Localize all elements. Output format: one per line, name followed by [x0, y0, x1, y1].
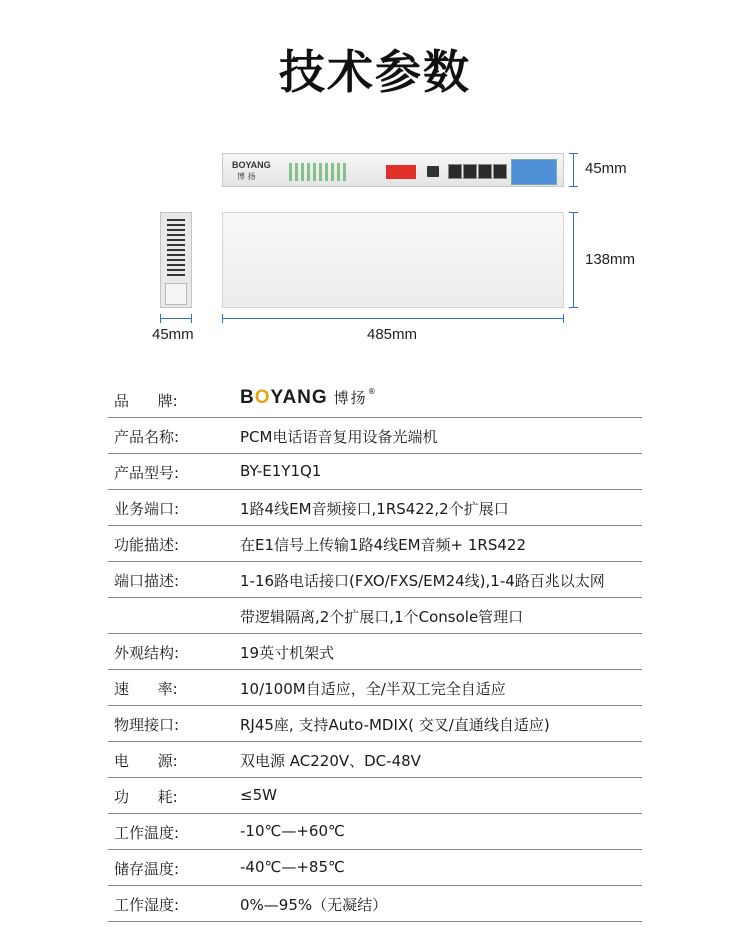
dim-line-front-height [573, 153, 574, 187]
dim-tick [563, 314, 564, 323]
spec-value: ≤5W [240, 786, 277, 804]
dim-line-body-height [573, 212, 574, 308]
page-title: 技术参数 [279, 45, 471, 99]
spec-value: RJ45座, 支持Auto-MDIX( 交叉/直通线自适应) [240, 716, 550, 734]
rj45-port [493, 164, 507, 179]
dim-tick [569, 212, 578, 213]
spec-row [108, 634, 642, 670]
dim-label-front-height: 45mm [585, 160, 627, 177]
spec-key: 电 源: [114, 752, 178, 770]
spec-key: 产品名称: [114, 428, 180, 446]
spec-table [108, 382, 642, 922]
spec-value: 1-16路电话接口(FXO/FXS/EM24线),1-4路百兆以太网 [240, 572, 605, 590]
spec-row [108, 814, 642, 850]
spec-value: PCM电话语音复用设备光端机 [240, 428, 438, 446]
dim-tick [569, 186, 578, 187]
console-port [427, 166, 439, 177]
spec-value: 双电源 AC220V、DC-48V [240, 752, 421, 770]
dip-switch [386, 165, 416, 179]
spec-key: 端口描述: [114, 572, 180, 590]
spec-row [108, 490, 642, 526]
dim-label-width: 485mm [367, 326, 418, 343]
dim-tick [191, 314, 192, 323]
spec-row [108, 562, 642, 598]
spec-row-brand [108, 382, 642, 418]
spec-row [108, 886, 642, 922]
spec-value: 1路4线EM音频接口,1RS422,2个扩展口 [240, 500, 509, 518]
brand-name-en: BOYANG [240, 387, 328, 408]
device-logo-sub: 博 扬 [237, 172, 256, 181]
spec-row [108, 598, 642, 634]
device-top-view [222, 212, 564, 308]
dim-line-depth [160, 318, 192, 319]
spec-row [108, 850, 642, 886]
spec-value: 0%—95%（无凝结） [240, 896, 388, 914]
spec-key: 业务端口: [114, 500, 180, 518]
spec-value: -40℃—+85℃ [240, 858, 345, 876]
spec-key: 储存温度: [114, 860, 180, 878]
spec-key: 产品型号: [114, 464, 180, 482]
spec-key: 功能描述: [114, 536, 180, 554]
spec-value: 10/100M自适应，全/半双工完全自适应 [240, 680, 506, 698]
rj45-port [448, 164, 462, 179]
spec-key: 品 牌: [114, 392, 178, 410]
product-label-sticker [511, 159, 557, 185]
dim-tick [222, 314, 223, 323]
spec-row [108, 454, 642, 490]
spec-value: 带逻辑隔离,2个扩展口,1个Console管理口 [240, 608, 524, 626]
device-side-view [160, 212, 192, 308]
spec-row [108, 706, 642, 742]
vent-grille [167, 219, 185, 279]
spec-value: 19英寸机架式 [240, 644, 335, 662]
spec-value: BY-E1Y1Q1 [240, 462, 322, 480]
dim-label-depth: 45mm [152, 326, 194, 343]
device-front-panel [222, 153, 564, 187]
brand-logo [240, 387, 376, 409]
spec-key: 外观结构: [114, 644, 180, 662]
spec-row [108, 670, 642, 706]
spec-row [108, 418, 642, 454]
registered-mark: ® [367, 387, 376, 396]
spec-key: 工作湿度: [114, 896, 180, 914]
dim-tick [569, 153, 578, 154]
rj45-port [463, 164, 477, 179]
spec-row [108, 526, 642, 562]
spec-row [108, 742, 642, 778]
spec-key: 功 耗: [114, 788, 178, 806]
dim-tick [569, 307, 578, 308]
spec-value: 在E1信号上传输1路4线EM音频+ 1RS422 [240, 536, 526, 554]
led-indicators [289, 163, 347, 181]
spec-key: 速 率: [114, 680, 178, 698]
spec-key: 物理接口: [114, 716, 180, 734]
rack-bracket [165, 283, 187, 305]
spec-value: -10℃—+60℃ [240, 822, 345, 840]
brand-name-cn: 博扬 [333, 389, 368, 407]
device-logo: BOYANG [232, 160, 271, 170]
rj45-port [478, 164, 492, 179]
spec-key: 工作温度: [114, 824, 180, 842]
dim-tick [160, 314, 161, 323]
dim-label-body-height: 138mm [585, 251, 636, 268]
spec-row [108, 778, 642, 814]
dim-line-width [222, 318, 564, 319]
